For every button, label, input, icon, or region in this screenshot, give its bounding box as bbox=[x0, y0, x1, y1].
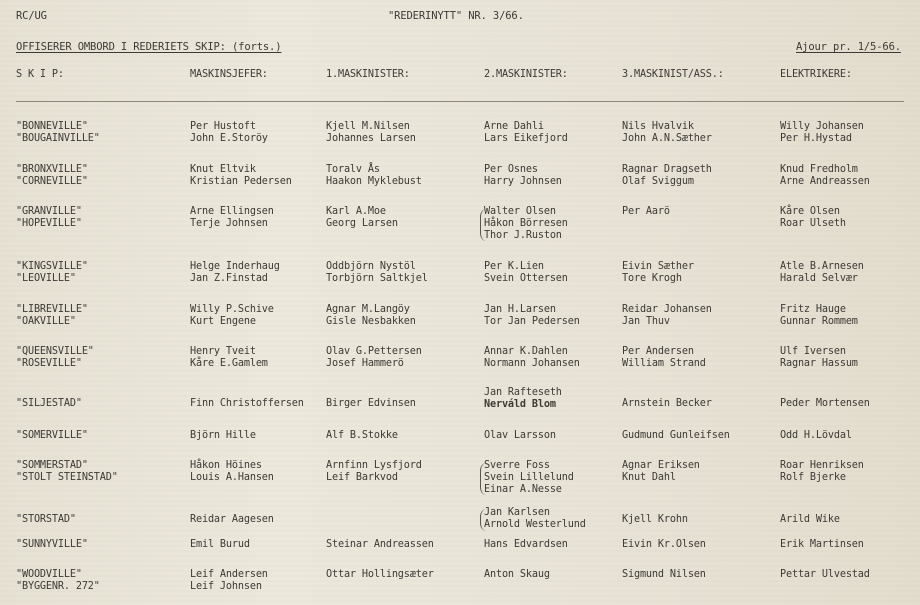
first-engineer: Toralv Ås bbox=[326, 164, 380, 175]
second-engineer: Sverre Foss bbox=[484, 460, 550, 471]
electrician: Harald Selvær bbox=[780, 273, 858, 284]
first-engineer: Oddbjörn Nystöl bbox=[326, 261, 416, 272]
column-header-elec: ELEKTRIKERE: bbox=[780, 69, 852, 80]
electrician: Knud Fredholm bbox=[780, 164, 858, 175]
second-engineer: Svein Lillelund bbox=[484, 472, 574, 483]
second-engineer: Normann Johansen bbox=[484, 358, 580, 369]
second-engineer: Einar A.Nesse bbox=[484, 484, 562, 495]
chief-engineer: Willy P.Schive bbox=[190, 304, 274, 315]
third-engineer: Per Aarö bbox=[622, 206, 670, 217]
third-engineer: Jan Thuv bbox=[622, 316, 670, 327]
third-engineer: Kjell Krohn bbox=[622, 514, 688, 525]
electrician: Roar Ulseth bbox=[780, 218, 846, 229]
chief-engineer: Helge Inderhaug bbox=[190, 261, 280, 272]
first-engineer: Gisle Nesbakken bbox=[326, 316, 416, 327]
first-engineer: Kjell M.Nilsen bbox=[326, 121, 410, 132]
chief-engineer: Louis A.Hansen bbox=[190, 472, 274, 483]
second-engineer: Arne Dahli bbox=[484, 121, 544, 132]
second-engineer: Walter Olsen bbox=[484, 206, 556, 217]
section-title: OFFISERER OMBORD I REDERIETS SKIP: (forts.) bbox=[16, 41, 282, 53]
bracket-mark bbox=[480, 209, 486, 241]
ship-name: "STORSTAD" bbox=[16, 514, 76, 525]
electrician: Ulf Iversen bbox=[780, 346, 846, 357]
ship-name: "LIBREVILLE" bbox=[16, 304, 88, 315]
second-engineer: Arnold Westerlund bbox=[484, 519, 586, 530]
column-header-first: 1.MASKINISTER: bbox=[326, 69, 410, 80]
second-engineer: Harry Johnsen bbox=[484, 176, 562, 187]
publication-title: "REDERINYTT" NR. 3/66. bbox=[388, 10, 524, 22]
ship-name: "SOMERVILLE" bbox=[16, 430, 88, 441]
electrician: Arne Andreassen bbox=[780, 176, 870, 187]
second-engineer: Jan Rafteseth bbox=[484, 387, 562, 398]
third-engineer: Reidar Johansen bbox=[622, 304, 712, 315]
third-engineer: Ragnar Dragseth bbox=[622, 164, 712, 175]
third-engineer: Eivin Sæther bbox=[622, 261, 694, 272]
ship-name: "BONNEVILLE" bbox=[16, 121, 88, 132]
chief-engineer: Leif Johnsen bbox=[190, 581, 262, 592]
second-engineer: Annar K.Dahlen bbox=[484, 346, 568, 357]
second-engineer: Hans Edvardsen bbox=[484, 539, 568, 550]
electrician: Arild Wike bbox=[780, 514, 840, 525]
third-engineer: Arnstein Becker bbox=[622, 398, 712, 409]
first-engineer: Leif Barkvod bbox=[326, 472, 398, 483]
second-engineer: Jan H.Larsen bbox=[484, 304, 556, 315]
electrician: Erik Martinsen bbox=[780, 539, 864, 550]
second-engineer: Per Osnes bbox=[484, 164, 538, 175]
second-engineer: Tor Jan Pedersen bbox=[484, 316, 580, 327]
first-engineer: Agnar M.Langöy bbox=[326, 304, 410, 315]
first-engineer: Johannes Larsen bbox=[326, 133, 416, 144]
chief-engineer: Henry Tveit bbox=[190, 346, 256, 357]
second-engineer: Lars Eikefjord bbox=[484, 133, 568, 144]
chief-engineer: Knut Eltvik bbox=[190, 164, 256, 175]
ship-name: "WOODVILLE" bbox=[16, 569, 82, 580]
second-engineer: Svein Ottersen bbox=[484, 273, 568, 284]
chief-engineer: Finn Christoffersen bbox=[190, 398, 304, 409]
second-engineer: Per K.Lien bbox=[484, 261, 544, 272]
electrician: Roar Henriksen bbox=[780, 460, 864, 471]
chief-engineer: Björn Hille bbox=[190, 430, 256, 441]
ship-name: "HOPEVILLE" bbox=[16, 218, 82, 229]
ship-name: "BOUGAINVILLE" bbox=[16, 133, 100, 144]
chief-engineer: Håkon Höines bbox=[190, 460, 262, 471]
bracket-mark bbox=[480, 509, 486, 531]
third-engineer: Per Andersen bbox=[622, 346, 694, 357]
chief-engineer: Arne Ellingsen bbox=[190, 206, 274, 217]
second-engineer: Thor J.Ruston bbox=[484, 230, 562, 241]
chief-engineer: Leif Andersen bbox=[190, 569, 268, 580]
second-engineer: Jan Karlsen bbox=[484, 507, 550, 518]
column-header-chief: MASKINSJEFER: bbox=[190, 69, 268, 80]
electrician: Pettar Ulvestad bbox=[780, 569, 870, 580]
column-header-ship: S K I P: bbox=[16, 69, 64, 80]
update-date: Ajour pr. 1/5-66. bbox=[796, 41, 901, 53]
chief-engineer: Kåre E.Gamlem bbox=[190, 358, 268, 369]
third-engineer: Tore Krogh bbox=[622, 273, 682, 284]
header-divider bbox=[16, 101, 904, 102]
ship-name: "SUNNYVILLE" bbox=[16, 539, 88, 550]
second-engineer: Håkon Börresen bbox=[484, 218, 568, 229]
ship-name: "SILJESTAD" bbox=[16, 398, 82, 409]
third-engineer: Gudmund Gunleifsen bbox=[622, 430, 730, 441]
ship-name: "KINGSVILLE" bbox=[16, 261, 88, 272]
third-engineer: Eivin Kr.Olsen bbox=[622, 539, 706, 550]
ship-name: "STOLT STEINSTAD" bbox=[16, 472, 118, 483]
ship-name: "QUEENSVILLE" bbox=[16, 346, 94, 357]
first-engineer: Ottar Hollingsæter bbox=[326, 569, 434, 580]
electrician: Peder Mortensen bbox=[780, 398, 870, 409]
third-engineer: Nils Hvalvik bbox=[622, 121, 694, 132]
ship-name: "BYGGENR. 272" bbox=[16, 581, 100, 592]
first-engineer: Alf B.Stokke bbox=[326, 430, 398, 441]
document-ref: RC/UG bbox=[16, 10, 47, 22]
third-engineer: Olaf Sviggum bbox=[622, 176, 694, 187]
first-engineer: Birger Edvinsen bbox=[326, 398, 416, 409]
first-engineer: Karl A.Moe bbox=[326, 206, 386, 217]
ship-name: "LEOVILLE" bbox=[16, 273, 76, 284]
chief-engineer: Emil Burud bbox=[190, 539, 250, 550]
first-engineer: Haakon Myklebust bbox=[326, 176, 422, 187]
chief-engineer: Reidar Aagesen bbox=[190, 514, 274, 525]
ship-name: "ROSEVILLE" bbox=[16, 358, 82, 369]
electrician: Odd H.Lövdal bbox=[780, 430, 852, 441]
electrician: Rolf Bjerke bbox=[780, 472, 846, 483]
chief-engineer: Kurt Engene bbox=[190, 316, 256, 327]
third-engineer: Sigmund Nilsen bbox=[622, 569, 706, 580]
chief-engineer: Jan Z.Finstad bbox=[190, 273, 268, 284]
ship-name: "GRANVILLE" bbox=[16, 206, 82, 217]
ship-name: "CORNEVILLE" bbox=[16, 176, 88, 187]
third-engineer: William Strand bbox=[622, 358, 706, 369]
electrician: Per H.Hystad bbox=[780, 133, 852, 144]
chief-engineer: Per Hustoft bbox=[190, 121, 256, 132]
chief-engineer: Kristian Pedersen bbox=[190, 176, 292, 187]
electrician: Kåre Olsen bbox=[780, 206, 840, 217]
first-engineer: Steinar Andreassen bbox=[326, 539, 434, 550]
second-engineer: Olav Larsson bbox=[484, 430, 556, 441]
first-engineer: Arnfinn Lysfjord bbox=[326, 460, 422, 471]
ship-name: "OAKVILLE" bbox=[16, 316, 76, 327]
second-engineer: Nerváld Blom bbox=[484, 399, 556, 410]
first-engineer: Josef Hammerö bbox=[326, 358, 404, 369]
second-engineer: Anton Skaug bbox=[484, 569, 550, 580]
third-engineer: Knut Dahl bbox=[622, 472, 676, 483]
column-header-third: 3.MASKINIST/ASS.: bbox=[622, 69, 724, 80]
electrician: Atle B.Arnesen bbox=[780, 261, 864, 272]
first-engineer: Olav G.Pettersen bbox=[326, 346, 422, 357]
chief-engineer: Terje Johnsen bbox=[190, 218, 268, 229]
first-engineer: Georg Larsen bbox=[326, 218, 398, 229]
ship-name: "SOMMERSTAD" bbox=[16, 460, 88, 471]
ship-name: "BRONXVILLE" bbox=[16, 164, 88, 175]
third-engineer: Agnar Eriksen bbox=[622, 460, 700, 471]
first-engineer: Torbjörn Saltkjel bbox=[326, 273, 428, 284]
column-header-second: 2.MASKINISTER: bbox=[484, 69, 568, 80]
electrician: Willy Johansen bbox=[780, 121, 864, 132]
electrician: Gunnar Rommem bbox=[780, 316, 858, 327]
bracket-mark bbox=[480, 463, 486, 495]
electrician: Ragnar Hassum bbox=[780, 358, 858, 369]
third-engineer: John A.N.Sæther bbox=[622, 133, 712, 144]
electrician: Fritz Hauge bbox=[780, 304, 846, 315]
chief-engineer: John E.Storöy bbox=[190, 133, 268, 144]
